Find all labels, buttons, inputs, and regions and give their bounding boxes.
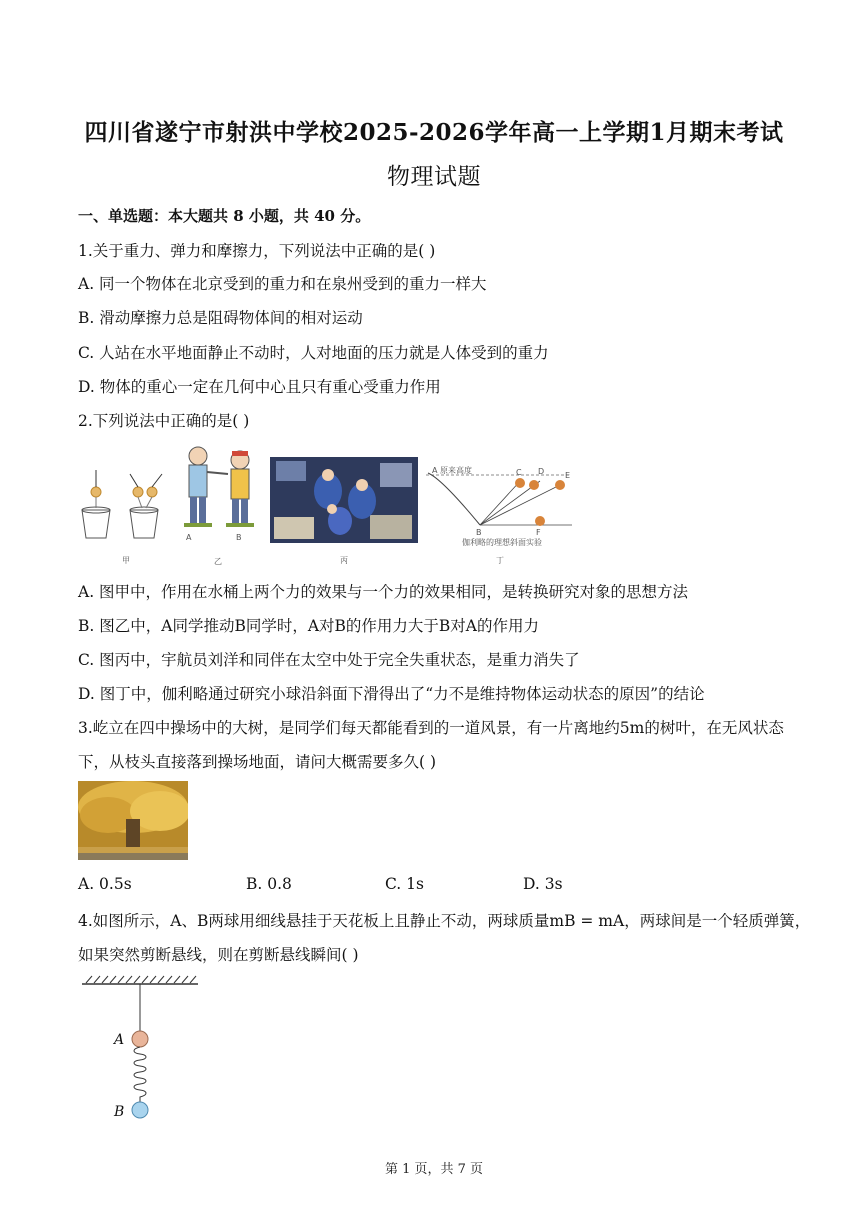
q2-figure-jia xyxy=(78,462,170,568)
q1-option-c: C. 人站在水平地面静止不动时，人对地面的压力就是人体受到的重力 xyxy=(78,344,549,362)
q2-fig-ding-caption-top: A 原来高度 xyxy=(432,466,473,475)
q1-option-a: A. 同一个物体在北京受到的重力和在泉州受到的重力一样大 xyxy=(78,275,487,293)
q3-option-c: C. 1s xyxy=(385,875,424,893)
q4-label-b: B xyxy=(114,1104,125,1120)
q2-fig-label-jia: 甲 xyxy=(122,556,130,565)
q2-fig-ding-point-c: C xyxy=(516,468,522,477)
q4-stem-line1: 4.如图所示，A、B两球用细线悬挂于天花板上且静止不动，两球质量mB = mA，两球间是一个轻质弹簧， xyxy=(78,912,811,930)
q2-fig-label-yi: 乙 xyxy=(214,557,222,566)
q1-option-d: D. 物体的重心一定在几何中心且只有重心受重力作用 xyxy=(78,378,441,396)
q2-fig-ding-point-b: B xyxy=(476,528,482,537)
q1-stem: 1.关于重力、弹力和摩擦力，下列说法中正确的是( ) xyxy=(78,242,436,260)
q2-figure-ding xyxy=(422,465,582,568)
page-footer: 第 1 页，共 7 页 xyxy=(384,1162,484,1177)
q2-fig-yi-point-a: A xyxy=(186,533,192,542)
q1-option-b: B. 滑动摩擦力总是阻碍物体间的相对运动 xyxy=(78,309,363,327)
exam-subtitle: 物理试题 xyxy=(387,164,481,190)
q4-spring-figure xyxy=(80,975,210,1125)
section-heading: 一、单选题：本大题共 8 小题，共 40 分。 xyxy=(78,207,371,225)
q2-figure-yi xyxy=(176,440,264,568)
q2-option-d: D. 图丁中，伽利略通过研究小球沿斜面下滑得出了“力不是维持物体运动状态的原因”的结论 xyxy=(78,685,705,703)
q2-option-c: C. 图丙中，宇航员刘洋和同伴在太空中处于完全失重状态，是重力消失了 xyxy=(78,651,580,669)
q3-stem-line1: 3.屹立在四中操场中的大树，是同学们每天都能看到的一道风景，有一片离地约5m的树叶，在无风状态 xyxy=(78,719,784,737)
q2-fig-ding-caption: 伽利略的理想斜面实验 xyxy=(462,538,542,547)
q3-option-b: B. 0.8 xyxy=(246,875,292,893)
q3-tree-photo xyxy=(78,781,188,860)
q3-option-a: A. 0.5s xyxy=(78,875,132,893)
q2-fig-ding-point-d: D xyxy=(538,467,545,476)
q3-option-d: D. 3s xyxy=(523,875,563,893)
q2-option-b: B. 图乙中，A同学推动B同学时，A对B的作用力大于B对A的作用力 xyxy=(78,617,539,635)
exam-title: 四川省遂宁市射洪中学校2025-2026学年高一上学期1月期末考试 xyxy=(84,119,784,146)
q2-fig-ding-point-f: F xyxy=(536,528,541,537)
q2-fig-ding-point-e: E xyxy=(565,471,571,480)
q2-fig-label-ding: 丁 xyxy=(496,556,504,565)
q2-stem: 2.下列说法中正确的是( ) xyxy=(78,412,250,430)
q3-stem-line2: 下，从枝头直接落到操场地面，请问大概需要多久( ) xyxy=(78,753,437,771)
q4-stem-line2: 如果突然剪断悬线，则在剪断悬线瞬间( ) xyxy=(78,946,359,964)
q2-figure-bing xyxy=(270,457,420,568)
q2-fig-label-bing: 丙 xyxy=(340,556,348,565)
q4-label-a: A xyxy=(114,1032,125,1048)
q2-option-a: A. 图甲中，作用在水桶上两个力的效果与一个力的效果相同，是转换研究对象的思想方法 xyxy=(78,583,689,601)
q2-fig-yi-point-b: B xyxy=(236,533,242,542)
